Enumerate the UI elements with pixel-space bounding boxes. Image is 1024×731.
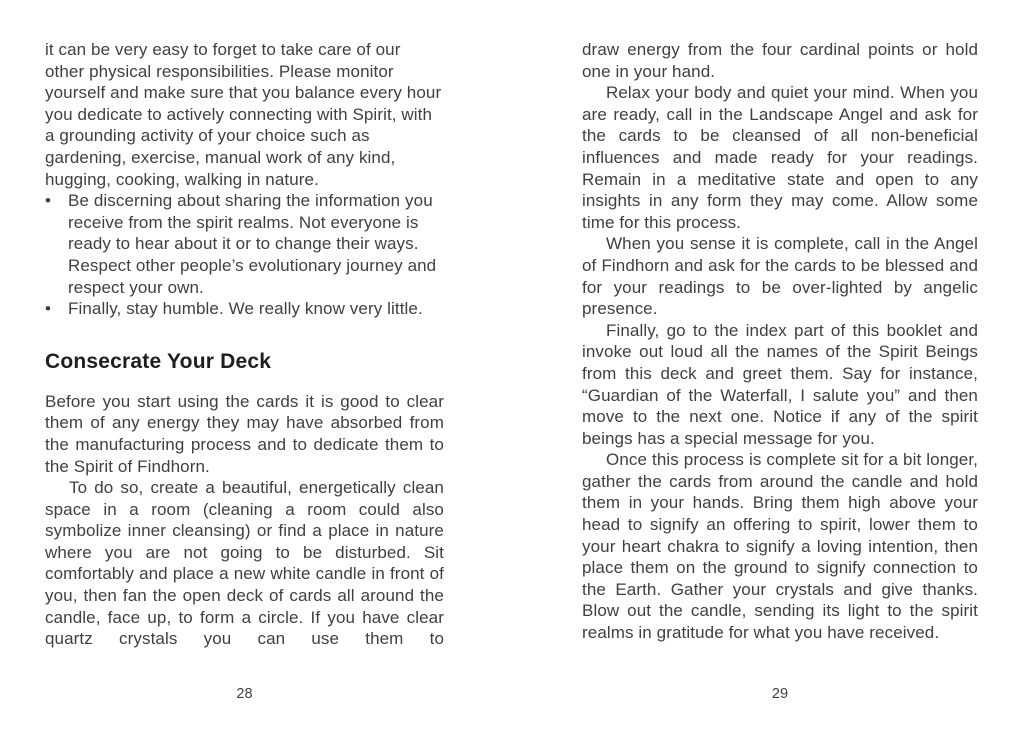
page-number-right: 29 bbox=[771, 686, 789, 702]
body-paragraph: Relax your body and quiet your mind. When you are ready, call in the Landscape Angel and ask for the cards to be cleansed of all non-beneficial influences and made ready for your readings. Remain in a meditative state and open to any insights in any form they may come. Allow some time for this process. bbox=[582, 83, 978, 232]
bullet-item-text: Finally, stay humble. We really know very little. bbox=[68, 299, 423, 319]
body-paragraph: Finally, go to the index part of this booklet and invoke out loud all the names of the Spirit Beings from this deck and greet them. Say for instance, “Guardian of the Waterfall, I salute you” and then move to the next one. Notice if any of the spirit beings has a special message for you. bbox=[582, 320, 978, 448]
bullet-icon: • bbox=[45, 299, 52, 319]
list-item bbox=[45, 190, 444, 298]
body-paragraph: To do so, create a beautiful, energetically clean space in a room (cleaning a room could also symbolize inner cleansing) or find a place in nature where you are not going to be disturbed. Sit comfortably and place a new white candle in front of you, then fan the open deck of cards all around the candle, face up, to form a circle. If you have clear quartz crystals you can use them to bbox=[45, 478, 444, 649]
page-number-left: 28 bbox=[236, 686, 253, 702]
bullet-item-text: Be discerning about sharing the information you receive from the spirit realms. Not everyone is ready to hear about it or to change their ways. Respect other people’s evolutionary journey and respect your own. bbox=[68, 191, 437, 297]
body-paragraph: draw energy from the four cardinal points or hold one in your hand. bbox=[582, 40, 978, 81]
body-paragraph: When you sense it is complete, call in the Angel of Findhorn and ask for the cards to be blessed and for your readings to be over-lighted by angelic presence. bbox=[582, 234, 978, 319]
bullet-continuation-paragraph: it can be very easy to forget to take care of our other physical responsibilities. Please monitor yourself and make sure that you balance every hour you dedicate to actively connecting with Spirit, with a grounding activity of your choice such as gardening, exercise, manual work of any kind, hugging, cooking, walking in nature. bbox=[45, 40, 442, 189]
page-right bbox=[512, 0, 1024, 731]
list-item bbox=[45, 298, 444, 320]
body-paragraph: Before you start using the cards it is good to clear them of any energy they may have absorbed from the manufacturing process and to dedicate them to the Spirit of Findhorn. bbox=[45, 391, 444, 476]
body-paragraph: Once this process is complete sit for a bit longer, gather the cards from around the candle and hold them in your hands. Bring them high above your head to signify an offering to spirit, lower them to your heart chakra to signify a loving intention, then place them on the ground to signify connection to the Earth. Gather your crystals and give thanks. Blow out the candle, sending its light to the spirit realms in gratitude for what you have received. bbox=[582, 450, 978, 643]
bullet-icon: • bbox=[45, 191, 52, 211]
bullet-list bbox=[45, 190, 444, 320]
section-heading: Consecrate Your Deck bbox=[45, 349, 272, 373]
